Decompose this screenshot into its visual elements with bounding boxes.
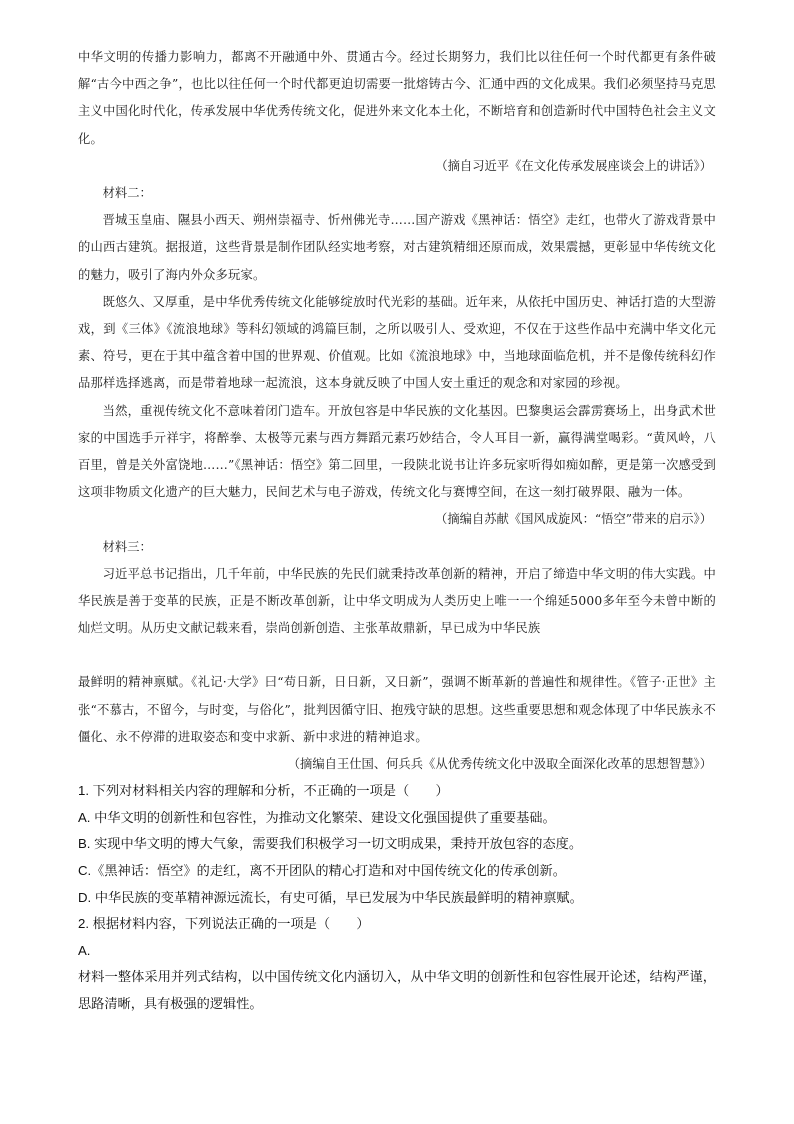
question2-option-a-text: 材料一整体采用并列式结构，以中国传统文化内涵切入，从中华文明的创新性和包容性展开论述，结构严谨，思路清晰，具有极强的逻辑性。 bbox=[78, 969, 716, 1012]
question2-stem: 2. 根据材料内容，下列说法正确的一项是（ ） bbox=[78, 916, 370, 932]
material1-paragraph: 中华文明的传播力影响力，都离不开融通中外、贯通古今。经过长期努力，我们比以往任何一个时代都更有条件破解“古今中西之争”，也比以往任何一个时代都更迫切需要一批熔铸古今、汇通中西的文化成果。我们必须坚持马克思主义中国化时代化，传承发展中华优秀传统文化，促进外来文化本土化，不断培育和创造新时代中国特色社会主义文化。 bbox=[78, 50, 716, 146]
material3-paragraph-1: 习近平总书记指出，几千年前，中华民族的先民们就秉持改革创新的精神，开启了缔造中华文明的伟大实践。中华民族是善于变革的民族，正是不断改革创新，让中华文明成为人类历史上唯一一个绵延5000多年至今未曾中断的灿烂文明。从历史文献记载来看，崇尚创新创造、主张革故鼎新，早已成为中华民族 bbox=[78, 566, 716, 636]
material2-paragraph-2: 既悠久、又厚重，是中华优秀传统文化能够绽放时代光彩的基础。近年来，从依托中国历史、神话打造的大型游戏，到《三体》《流浪地球》等科幻领域的鸿篇巨制，之所以吸引人、受欢迎，不仅在于这些作品中充满中华文化元素、符号，更在于其中蕴含着中国的世界观、价值观。比如《流浪地球》中，当地球面临危机，并不是像传统科幻作品那样选择逃离，而是带着地球一起流浪，这本身就反映了中国人安土重迁的观念和对家园的珍视。 bbox=[78, 294, 716, 391]
material3-heading: 材料三： bbox=[102, 539, 152, 554]
question1-option-c: C.《黑神话：悟空》的走红，离不开团队的精心打造和对中国传统文化的传承创新。 bbox=[78, 863, 566, 879]
paragraph-gap bbox=[78, 642, 716, 669]
material2-heading: 材料二： bbox=[102, 186, 152, 201]
material1-source: （摘自习近平《在文化传承发展座谈会上的讲话》） bbox=[435, 158, 712, 173]
material3-source: （摘编自王仕国、何兵兵《从优秀传统文化中汲取全面深化改革的思想智慧》） bbox=[287, 757, 712, 772]
question2-option-a-label: A. bbox=[78, 942, 91, 958]
question1-option-a: A. 中华文明的创新性和包容性，为推动文化繁荣、建设文化强国提供了重要基础。 bbox=[78, 809, 556, 825]
question1-stem: 1. 下列对材料相关内容的理解和分析，不正确的一项是（ ） bbox=[78, 783, 449, 799]
question1-option-d: D. 中华民族的变革精神源远流长，有史可循，早已发展为中华民族最鲜明的精神禀赋。 bbox=[78, 889, 583, 905]
question1-option-b: B. 实现中华文明的博大气象，需要我们积极学习一切文明成果，秉持开放包容的态度。 bbox=[78, 836, 583, 852]
material3-paragraph-1-continued: 最鲜明的精神禀赋。《礼记·大学》曰“苟日新，日日新，又日新”，强调不断革新的普遍性和规律性。《管子·正世》主张“不慕古，不留今，与时变，与俗化”，批判因循守旧、抱残守缺的思想。这些重要思想和观念体现了中华民族永不僵化、永不停滞的进取姿态和变中求新、新中求进的精神追求。 bbox=[78, 675, 716, 744]
material2-source: （摘编自苏献《国风成旋风：“悟空”带来的启示》） bbox=[435, 512, 712, 527]
material2-paragraph-1: 晋城玉皇庙、隰县小西天、朔州崇福寺、忻州佛光寺……国产游戏《黑神话：悟空》走红，也带火了游戏背景中的山西古建筑。据报道，这些背景是制作团队经实地考察，对古建筑精细还原而成，效果震撼，更彰显中华传统文化的魅力，吸引了海内外众多玩家。 bbox=[78, 213, 716, 282]
material2-paragraph-3: 当然，重视传统文化不意味着闭门造车。开放包容是中华民族的文化基因。巴黎奥运会霹雳赛场上，出身武术世家的中国选手亓祥宇，将醉拳、太极等元素与西方舞蹈元素巧妙结合，令人耳目一新，赢得满堂喝彩。“黄风岭，八百里，曾是关外富饶地……”《黑神话：悟空》第二回里，一段陕北说书让许多玩家听得如痴如醉，更是第一次感受到这项非物质文化遗产的巨大魅力，民间艺术与电子游戏，传统文化与赛博空间，在这一刻打破界限、融为一体。 bbox=[78, 403, 716, 500]
